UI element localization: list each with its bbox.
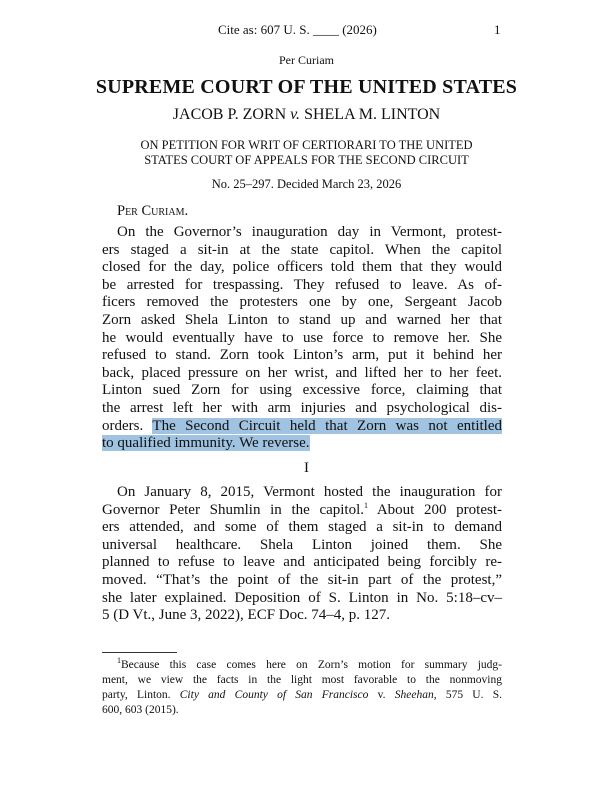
paragraph-1 xyxy=(102,224,502,453)
petition-line: STATES COURT OF APPEALS FOR THE SECOND CIRCUIT xyxy=(144,153,469,167)
opinion-heading: Per Curiam. xyxy=(117,203,189,219)
respondent-name: SHELA M. LINTON xyxy=(304,106,441,123)
text-line: ficers removed the protesters one by one, Sergeant Jacob xyxy=(102,294,502,311)
case-caption xyxy=(0,106,613,124)
footnote-line: party, Linton. City and County of San Francisco v. Sheehan, 575 U. S. xyxy=(102,689,502,701)
text-line: back, placed pressure on her wrist, and lifted her to her feet. xyxy=(102,364,502,381)
text-line: Linton sued Zorn for using excessive force, claiming that xyxy=(102,382,502,399)
section-heading: I xyxy=(304,460,309,476)
text-line: universal healthcare. Shela Linton joined them. She xyxy=(102,536,502,553)
footnote-1 xyxy=(102,658,502,718)
text-line: planned to refuse to leave and anticipated being forcibly re- xyxy=(102,554,502,571)
petition-statement xyxy=(0,138,613,168)
text-line: On January 8, 2015, Vermont hosted the inauguration for xyxy=(117,484,502,500)
footnote-marker: 1 xyxy=(117,656,121,666)
footnote-line: 600, 603 (2015). xyxy=(102,704,179,716)
petitioner-name: JACOB P. ZORN xyxy=(172,106,287,123)
footnote-line: ment, we view the facts in the light most favorable to the nonmoving xyxy=(102,674,502,686)
running-head-per-curiam: Per Curiam xyxy=(279,53,334,67)
footnote-divider xyxy=(102,652,177,653)
text-line: On the Governor’s inauguration day in Vermont, protest- xyxy=(117,224,502,240)
text-line: closed for the day, police officers told them that they would xyxy=(102,259,502,276)
footnote-line: $^1$Because this case comes here on Zorn’s motion for summary judg- xyxy=(117,656,502,671)
text-line xyxy=(102,435,502,453)
petition-line: ON PETITION FOR WRIT OF CERTIORARI TO THE UNITED xyxy=(140,138,473,152)
case-name: City and County of San Francisco xyxy=(179,689,369,701)
text-line: he would eventually have to use force to remove her. She xyxy=(102,329,502,346)
court-title: SUPREME COURT OF THE UNITED STATES xyxy=(95,76,518,98)
text-line: refused to stand. Zorn took Linton’s arm, put it behind her xyxy=(102,347,502,364)
text-line: Governor Peter Shumlin in the capitol.$^1$ About 200 protest- xyxy=(102,500,502,518)
paragraph-2 xyxy=(102,484,502,625)
text-line: ers attended, and some of them staged a sit-in to demand xyxy=(102,519,502,536)
text-segment: orders. xyxy=(102,417,153,434)
text-line: she later explained. Deposition of S. Linton in No. 5:18–cv– xyxy=(102,589,502,606)
text-line: Zorn asked Shela Linton to stand up and warned her that xyxy=(102,311,502,328)
text-line: 5 (D Vt., June 3, 2022), ECF Doc. 74–4, p. 127. xyxy=(102,607,391,624)
versus: v. xyxy=(290,106,301,123)
text-line: ers staged a sit-in at the state capitol. When the capitol xyxy=(102,241,502,258)
text-line: moved. “That’s the point of the sit-in part of the protest,” xyxy=(102,571,502,588)
footnote-reference[interactable]: 1 xyxy=(364,500,369,510)
text-line: the arrest left her with arm injuries and psychological dis- xyxy=(102,399,502,416)
case-name: Sheehan xyxy=(394,689,434,701)
text-line xyxy=(102,418,502,436)
docket-and-date: No. 25–297. Decided March 23, 2026 xyxy=(211,177,402,191)
page-number: 1 xyxy=(494,22,501,37)
highlighted-selection[interactable]: The Second Circuit held that Zorn was not entitled xyxy=(152,417,502,434)
text-line: be arrested for trespassing. They refused to leave. As of- xyxy=(102,276,502,293)
citation-header: Cite as: 607 U. S. ____ (2026) xyxy=(218,22,377,37)
highlighted-selection[interactable]: to qualified immunity. We reverse. xyxy=(102,435,310,452)
